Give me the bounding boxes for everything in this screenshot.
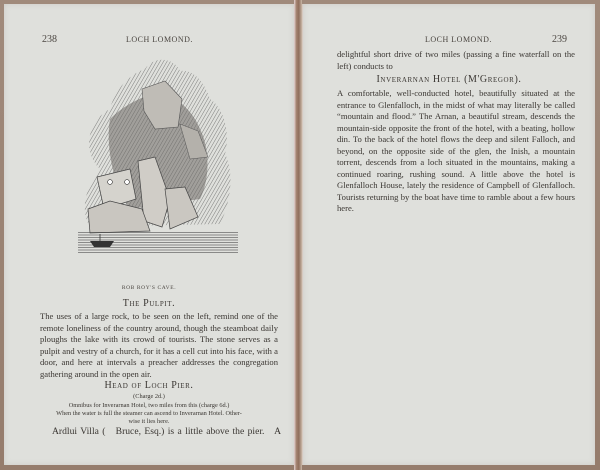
running-head-right: LOCH LOMOND. [425, 35, 492, 44]
heading-the-pulpit: The Pulpit. [122, 298, 176, 309]
pier-note-line-2: When the water is full the steamer can ascend to Inverarnan Hotel. Other- [56, 410, 242, 417]
paragraph-inverarnan-hotel: A comfortable, well-conducted hotel, beautifully situated at the entrance to Glenfalloch, in the midst of what may literally be called “mountain and flood.” The Arnan, a beautiful stream, descends the mountain-side opposite the front of the hotel, with a beating, hollow din. To the back of the hotel flows the deep and silent Falloch, and beyond, on the opposite side of the glen, the Inish, a mountain torrent, descends from a loch situated in the mountains, making a continued roaring, rushing sound. A little above the hotel is Glenfalloch House, lately the residence of Campbell of Glenfalloch. Tourists returning by the boat have time to ramble about a few hours here. [337, 88, 575, 213]
heading-head-of-loch-pier: Head of Loch Pier. [104, 380, 194, 391]
page-number-left: 238 [42, 34, 57, 45]
pier-note-line-3: wise it lies here. [128, 418, 170, 425]
book-gutter [294, 0, 302, 470]
paragraph-the-pulpit: The uses of a large rock, to be seen on the left, remind one of the remote loneliness of the country around, though the steamboat daily ploughs the lake with its crowd of tourists. The stone serves as a pulpit and vestry of a church, for it has a cell cut into his face, with a door, and here at intervals a preacher addresses the congregation gathering around in the open air. [40, 311, 278, 379]
left-page [4, 4, 295, 465]
ardlui-villa-line: Ardlui Villa ( Bruce, Esq.) is a little above the pier. A [52, 426, 281, 437]
running-head-left: LOCH LOMOND. [126, 35, 193, 44]
right-page [302, 4, 595, 465]
pier-charge: (Charge 2d.) [133, 393, 165, 400]
rob-roys-cave-illustration [70, 49, 240, 261]
page-number-right: 239 [552, 34, 567, 45]
pier-note-line-1: Omnibus for Inverarnan Hotel, two miles from this (charge 6d.) [68, 402, 230, 409]
heading-inverarnan-hotel: Inverarnan Hotel (M'Gregor). [376, 74, 522, 85]
illustration-caption: ROB ROY'S CAVE. [121, 285, 177, 291]
paragraph-intro: delightful short drive of two miles (passing a fine waterfall on the left) conducts to [337, 49, 575, 71]
